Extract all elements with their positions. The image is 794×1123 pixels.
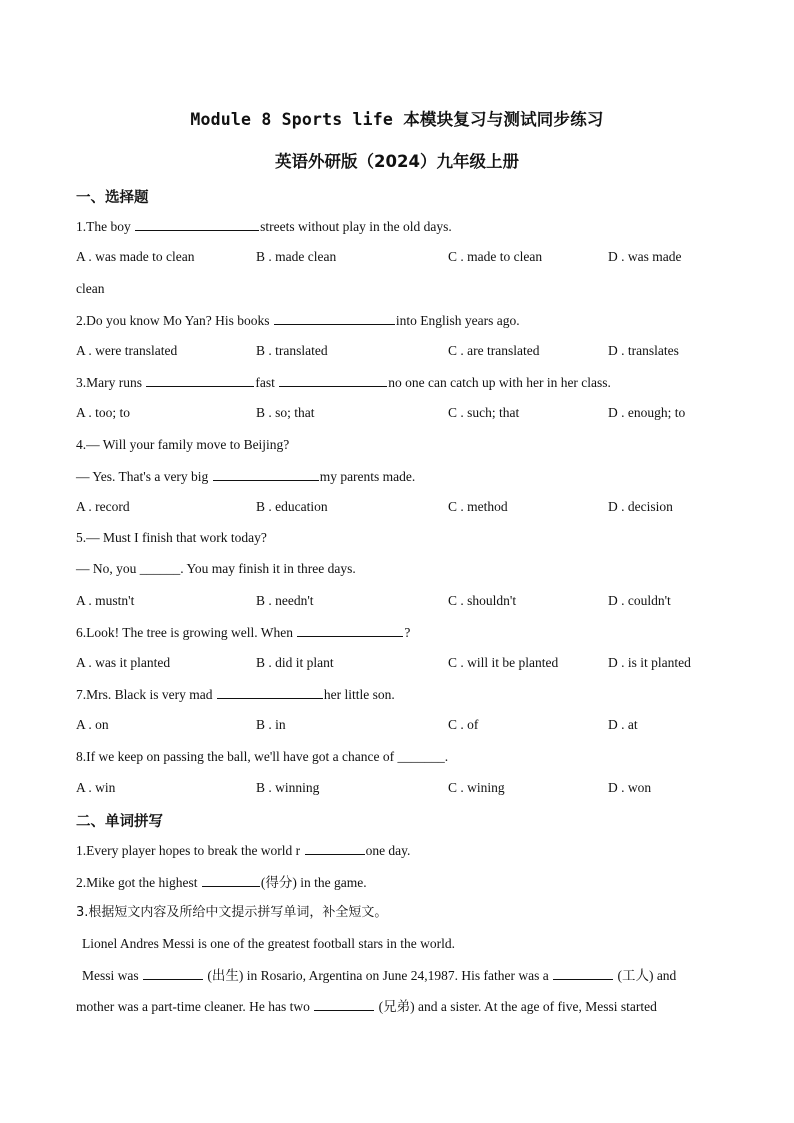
option-b[interactable]: B . made clean [256,249,337,264]
spelling-1 [76,841,726,860]
question-text: — Yes. That's a very big [76,469,212,484]
option-b[interactable]: B . so; that [256,405,315,420]
question-text: into English years ago. [395,313,520,328]
question-text: 6.Look! The tree is growing well. When [76,625,297,640]
page-subtitle: 英语外研版（2024）九年级上册 [275,152,519,171]
question-3 [76,373,726,392]
option-c[interactable]: C . such; that [448,405,520,420]
option-b[interactable]: B . translated [256,343,328,358]
question-4-prompt: 4.— Will your family move to Beijing? [76,437,290,452]
question-text: 2.Mike got the highest [76,875,201,890]
question-text: no one can catch up with her in her class. [388,375,611,390]
spelling-2 [76,873,726,892]
option-c[interactable]: C . of [448,717,479,732]
answer-blank[interactable] [143,966,203,980]
option-d[interactable]: D . decision [608,499,673,514]
question-text: fast [255,375,279,390]
passage-text: (工人) and [614,968,677,983]
question-text: 1.The boy [76,219,135,234]
question-5-prompt: 5.— Must I finish that work today? [76,530,267,545]
question-5: — No, you ______. You may finish it in three days. [76,561,356,576]
option-b[interactable]: B . education [256,499,328,514]
passage-text: mother was a part-time cleaner. He has two [76,999,314,1014]
question-8-options [76,779,726,797]
question-8: 8.If we keep on passing the ball, we'll have got a chance of _______. [76,749,449,764]
option-c[interactable]: C . made to clean [448,249,543,264]
option-c[interactable]: C . method [448,499,508,514]
section-heading-choice: 一、选择题 [76,190,149,206]
passage-text: Messi was [82,968,142,983]
question-1 [76,217,726,236]
question-text: my parents made. [319,469,416,484]
option-a[interactable]: A . on [76,717,109,732]
question-4-options [76,498,726,516]
page-title: Module 8 Sports life 本模块复习与测试同步练习 [190,110,604,129]
option-c[interactable]: C . will it be planted [448,655,559,670]
section-heading-spelling: 二、单词拼写 [76,814,163,830]
option-d[interactable]: D . translates [608,343,679,358]
option-a[interactable]: A . was made to clean [76,249,195,264]
passage-text: (兄弟) and a sister. At the age of five, Messi started [375,999,657,1014]
question-2-options [76,342,726,360]
question-2 [76,311,726,330]
question-text: 2.Do you know Mo Yan? His books [76,313,273,328]
passage-line-1: Lionel Andres Messi is one of the greatest football stars in the world. [82,936,456,951]
passage-line-2 [76,966,732,985]
answer-blank[interactable] [314,997,374,1011]
question-1-options [76,248,726,266]
option-c[interactable]: C . shouldn't [448,593,517,608]
answer-blank[interactable] [274,311,395,325]
answer-blank[interactable] [297,623,403,637]
passage-line-3 [76,997,726,1016]
question-6 [76,623,726,642]
option-c[interactable]: C . wining [448,780,505,795]
answer-blank[interactable] [135,217,259,231]
question-3-options [76,404,726,422]
option-d[interactable]: D . won [608,780,652,795]
spelling-3-instruction: 3.根据短文内容及所给中文提示拼写单词，补全短文。 [76,905,388,920]
question-text: one day. [365,843,411,858]
option-d[interactable]: D . enough; to [608,405,686,420]
option-b[interactable]: B . needn't [256,593,314,608]
option-a[interactable]: A . win [76,780,116,795]
question-5-options [76,592,726,610]
answer-blank[interactable] [217,685,323,699]
option-d[interactable]: D . was made [608,249,682,264]
option-d[interactable]: D . couldn't [608,593,671,608]
question-text: streets without play in the old days. [260,219,452,234]
answer-blank[interactable] [279,373,387,387]
question-text: 1.Every player hopes to break the world r [76,843,304,858]
question-text: her little son. [323,687,395,702]
question-7 [76,685,726,704]
answer-blank[interactable] [553,966,613,980]
option-b[interactable]: B . did it plant [256,655,334,670]
question-text: (得分) in the game. [260,875,367,890]
question-7-options [76,716,726,734]
option-d[interactable]: D . is it planted [608,655,691,670]
passage-text: (出生) in Rosario, Argentina on June 24,1987. His father was a [204,968,553,983]
option-b[interactable]: B . in [256,717,286,732]
option-b[interactable]: B . winning [256,780,320,795]
answer-blank[interactable] [305,841,365,855]
option-a[interactable]: A . were translated [76,343,178,358]
option-d[interactable]: D . at [608,717,638,732]
option-c[interactable]: C . are translated [448,343,540,358]
answer-blank[interactable] [146,373,254,387]
option-a[interactable]: A . record [76,499,130,514]
option-d-wrap: clean [76,281,105,296]
answer-blank[interactable] [202,873,260,887]
question-text: ? [404,625,411,640]
question-text: 7.Mrs. Black is very mad [76,687,216,702]
option-a[interactable]: A . mustn't [76,593,135,608]
question-6-options [76,654,726,672]
answer-blank[interactable] [213,467,319,481]
question-4 [76,467,726,486]
option-a[interactable]: A . too; to [76,405,131,420]
question-text: 3.Mary runs [76,375,146,390]
option-a[interactable]: A . was it planted [76,655,171,670]
